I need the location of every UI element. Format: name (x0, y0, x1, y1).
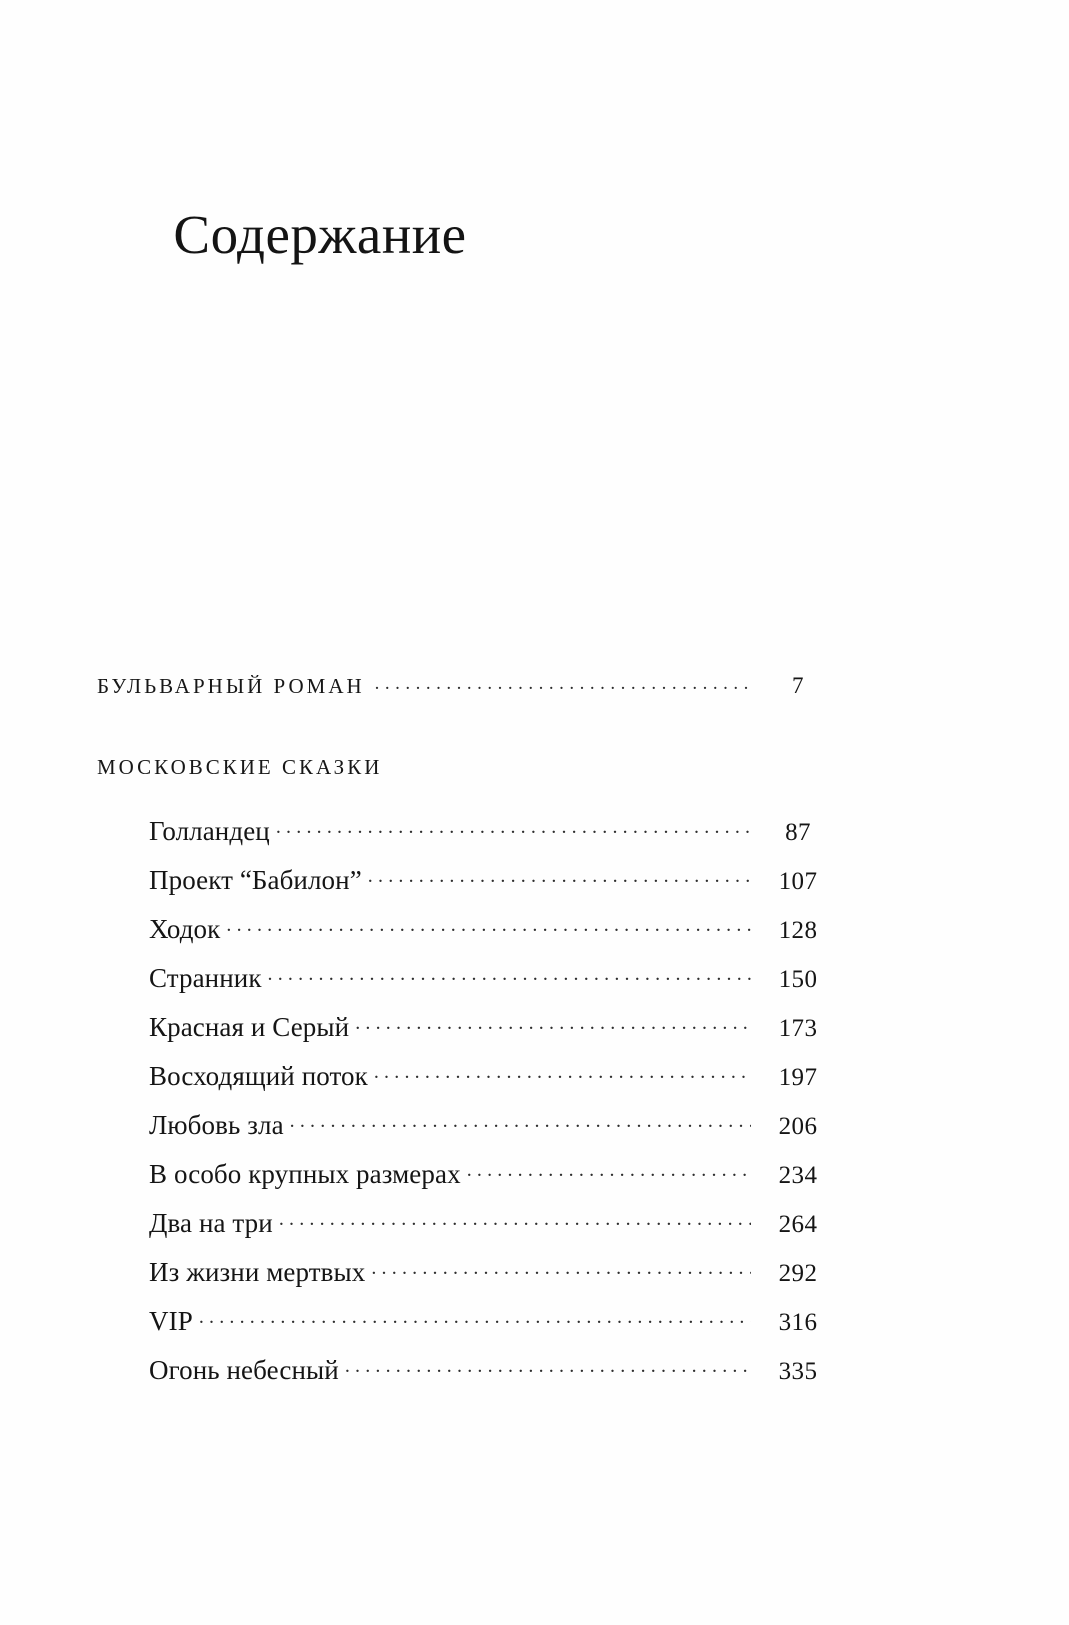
dot-leader (226, 922, 751, 938)
toc-entry-page-number: 234 (778, 1162, 818, 1189)
toc-entry[interactable] (97, 1306, 837, 1355)
toc-entry[interactable] (97, 1257, 837, 1306)
dot-leader (371, 1265, 751, 1281)
dot-leader (368, 873, 751, 889)
toc-entry-title: Красная и Серый (149, 1012, 350, 1042)
toc-section-heading (97, 753, 837, 778)
toc-entry-page-number: 197 (778, 1064, 818, 1091)
dot-leader (279, 1216, 751, 1232)
toc-entry-title: В особо крупных размерах (149, 1159, 461, 1189)
toc-entry[interactable] (97, 816, 837, 865)
toc-entry[interactable] (97, 1208, 837, 1257)
toc-entry-title: Огонь небесный (149, 1355, 339, 1385)
toc-entry-page-number: 335 (778, 1358, 818, 1385)
toc-section-page-number: 7 (792, 673, 804, 698)
toc-entry-title: Восходящий поток (149, 1061, 368, 1091)
toc-entry[interactable] (97, 1110, 837, 1159)
toc-entry-title: Любовь зла (149, 1110, 284, 1140)
toc-entry[interactable] (97, 914, 837, 963)
toc-entry[interactable] (97, 1061, 837, 1110)
dot-leader (355, 1020, 751, 1036)
toc-entry-page-number: 206 (778, 1113, 818, 1140)
dot-leader (345, 1363, 751, 1379)
toc-entry-page-number: 264 (778, 1211, 818, 1238)
toc-section (97, 753, 837, 1404)
page-title: Содержание (173, 203, 467, 265)
toc-entry[interactable] (97, 1159, 837, 1208)
toc-entry-page-number: 316 (778, 1309, 818, 1336)
toc-entry-page-number: 87 (785, 819, 811, 846)
toc-entry-list (97, 816, 837, 1404)
toc-entry-title: VIP (149, 1306, 193, 1336)
toc-entry-title: Голландец (149, 816, 270, 846)
toc-entry[interactable] (97, 963, 837, 1012)
toc-entry-title: Из жизни мертвых (149, 1257, 366, 1287)
toc-entry-title: Ходок (149, 914, 221, 944)
dot-leader (467, 1167, 751, 1183)
dot-leader (276, 824, 751, 840)
table-of-contents (97, 672, 837, 1404)
toc-entry-page-number: 107 (778, 868, 818, 895)
toc-entry-title: Странник (149, 963, 262, 993)
toc-entry-title: Проект “Бабилон” (149, 865, 362, 895)
dot-leader (392, 753, 753, 774)
dot-leader (374, 1069, 751, 1085)
toc-section (97, 672, 837, 697)
toc-entry[interactable] (97, 865, 837, 914)
dot-leader (268, 971, 751, 987)
toc-entry[interactable] (97, 1012, 837, 1061)
dot-leader (375, 672, 753, 693)
toc-section-label: МОСКОВСКИЕ СКАЗКИ (97, 755, 383, 779)
toc-entry[interactable] (97, 1355, 837, 1404)
toc-entry-title: Два на три (149, 1208, 273, 1238)
toc-entry-page-number: 150 (778, 966, 818, 993)
toc-entry-page-number: 128 (778, 917, 818, 944)
toc-section-heading[interactable] (97, 672, 837, 697)
toc-entry-page-number: 292 (778, 1260, 818, 1287)
dot-leader (290, 1118, 751, 1134)
toc-entry-page-number: 173 (778, 1015, 818, 1042)
toc-section-label: БУЛЬВАРНЫЙ РОМАН (97, 674, 365, 698)
dot-leader (199, 1314, 751, 1330)
